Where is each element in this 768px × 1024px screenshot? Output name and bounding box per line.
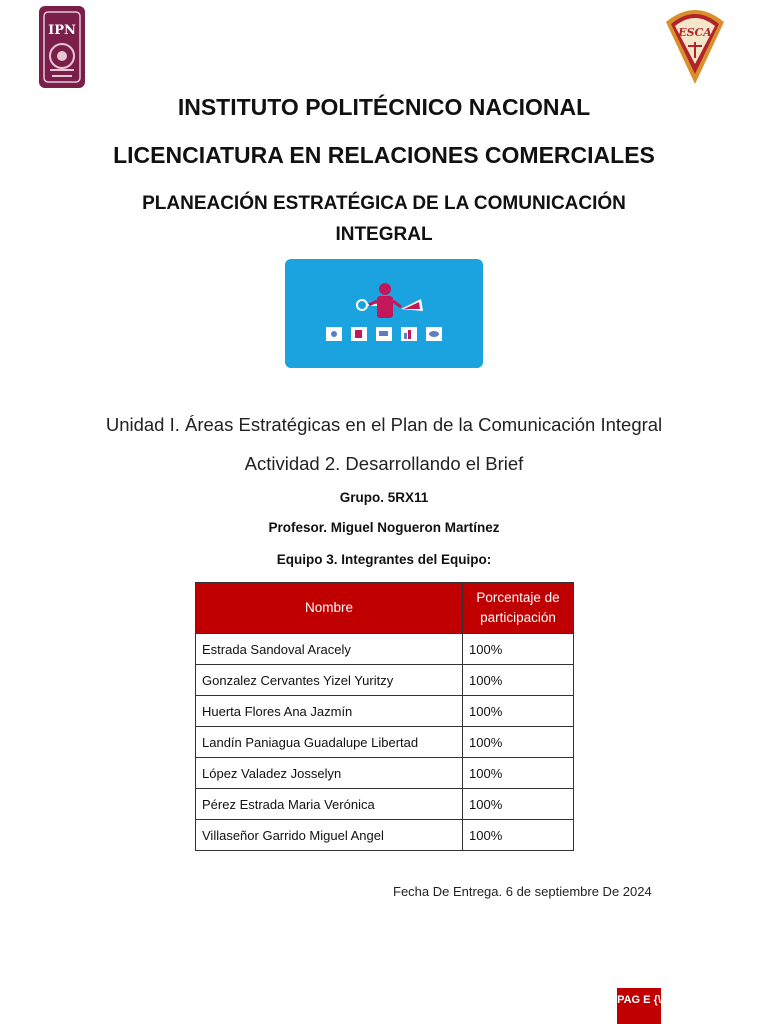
member-name: Villaseñor Garrido Miguel Angel — [196, 820, 463, 851]
member-name: Huerta Flores Ana Jazmín — [196, 696, 463, 727]
table-row — [196, 634, 574, 665]
table-row — [196, 820, 574, 851]
presenter-illustration — [285, 259, 483, 368]
degree-title: LICENCIATURA EN RELACIONES COMERCIALES — [113, 142, 655, 168]
professor-label: Profesor. Miguel Nogueron Martínez — [268, 520, 500, 535]
magnifier-icon — [357, 300, 367, 310]
unit-heading: Unidad I. Áreas Estratégicas en el Plan de la Comunicación Integral — [105, 414, 663, 435]
strategy-illustration — [285, 259, 483, 368]
table-row — [196, 727, 574, 758]
table-row — [196, 758, 574, 789]
header-participation: Porcentaje de participación — [463, 583, 574, 634]
svg-text:IPN: IPN — [48, 23, 76, 38]
ipn-logo — [36, 4, 88, 90]
member-percentage: 100% — [463, 727, 574, 758]
member-name: Landín Paniagua Guadalupe Libertad — [196, 727, 463, 758]
member-name: Estrada Sandoval Aracely — [196, 634, 463, 665]
institution-title: INSTITUTO POLITÉCNICO NACIONAL — [177, 94, 591, 120]
svg-text:ESCA: ESCA — [678, 26, 712, 39]
table-header-row — [196, 583, 574, 634]
course-title-text: PLANEACIÓN ESTRATÉGICA DE LA COMUNICACIÓN INTEGRAL — [142, 193, 626, 245]
esca-logo — [662, 2, 728, 86]
activity-heading: Actividad 2. Desarrollando el Brief — [244, 453, 524, 474]
member-name: López Valadez Josselyn — [196, 758, 463, 789]
megaphone-icon — [401, 299, 423, 311]
group-label: Grupo. 5RX11 — [339, 490, 429, 505]
icon-cards — [326, 327, 442, 341]
course-title — [0, 188, 768, 250]
member-name: Pérez Estrada Maria Verónica — [196, 789, 463, 820]
page-number-box: PAG E {\ — [617, 988, 661, 1024]
member-percentage: 100% — [463, 696, 574, 727]
delivery-date: Fecha De Entrega. 6 de septiembre De 2024 — [393, 884, 652, 899]
member-percentage: 100% — [463, 789, 574, 820]
team-label: Equipo 3. Integrantes del Equipo: — [276, 552, 492, 567]
member-percentage: 100% — [463, 820, 574, 851]
member-percentage: 100% — [463, 758, 574, 789]
table-row — [196, 665, 574, 696]
header-name: Nombre — [196, 583, 463, 634]
table-row — [196, 696, 574, 727]
member-percentage: 100% — [463, 634, 574, 665]
members-table — [195, 582, 574, 851]
member-name: Gonzalez Cervantes Yizel Yuritzy — [196, 665, 463, 696]
person-icon — [379, 283, 391, 295]
table-row — [196, 789, 574, 820]
member-percentage: 100% — [463, 665, 574, 696]
